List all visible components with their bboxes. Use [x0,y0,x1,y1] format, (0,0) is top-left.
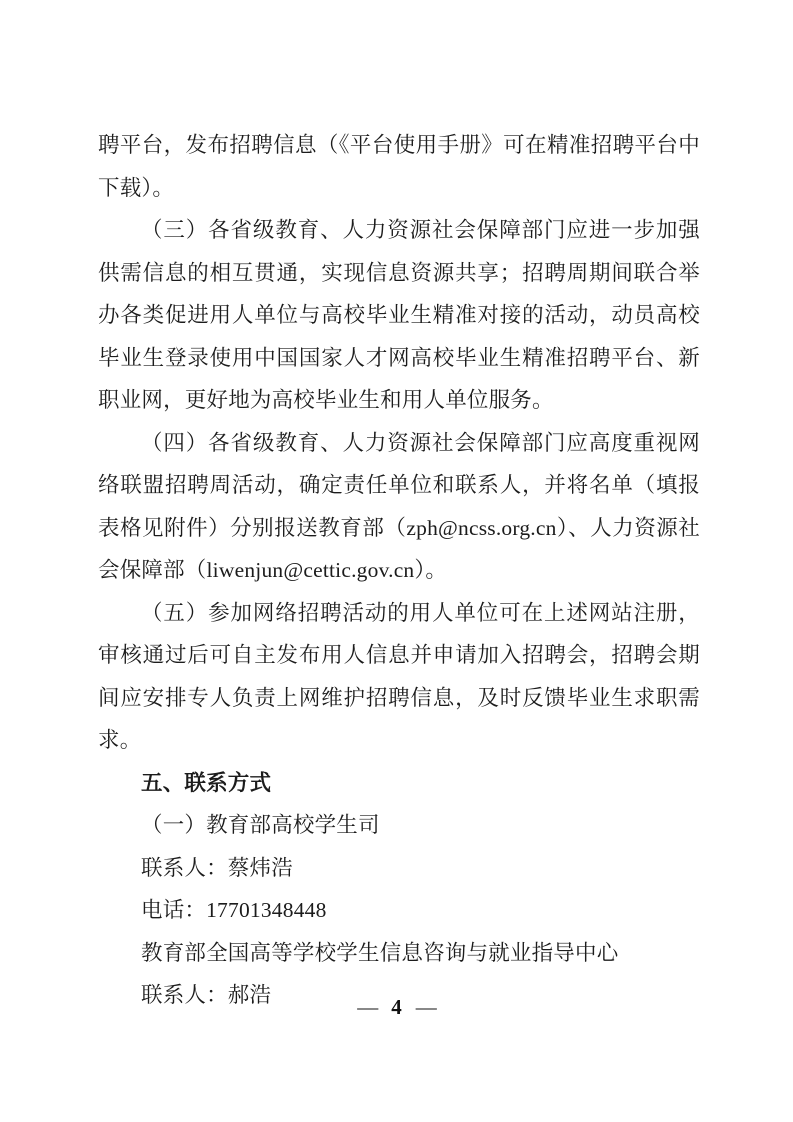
contact-org-line-2: 教育部全国高等学校学生信息咨询与就业指导中心 [141,940,619,965]
contact-phone-line: 电话：17701348448 [141,898,327,922]
contact-org-line: （一）教育部高校学生司 [141,813,380,837]
page-number-dash-right: — [415,995,436,1019]
contact-person-line: 联系人：蔡炜浩 [141,855,293,880]
page-number-value: 4 [391,995,402,1019]
contact-person-line-2: 联系人：郝浩 [141,983,272,1007]
document-body [98,124,700,1017]
paragraph-item-4: （四）各省级教育、人力资源社会保障部门应高度重视网络联盟招聘周活动，确定责任单位和联系人，并将名单（填报表格见附件）分别报送教育部（zph@ncss.org.cn）、人力资源社会保障部（liwenjun@cettic.gov.cn）。 [98,430,700,582]
paragraph-item-5: （五）参加网络招聘活动的用人单位可在上述网站注册，审核通过后可自主发布用人信息并申请加入招聘会，招聘会期间应安排专人负责上网维护招聘信息，及时反馈毕业生求职需求。 [98,600,700,752]
section-heading-contact-info: 五、联系方式 [141,770,272,795]
paragraph-item-3: （三）各省级教育、人力资源社会保障部门应进一步加强供需信息的相互贯通，实现信息资源共享；招聘周期间联合举办各类促进用人单位与高校毕业生精准对接的活动，动员高校毕业生登录使用中国国家人才网高校毕业生精准招聘平台、新职业网，更好地为高校毕业生和用人单位服务。 [98,218,700,412]
page-number-dash-left: — [357,995,378,1019]
paragraph-continuation: 聘平台，发布招聘信息（《平台使用手册》可在精准招聘平台中下载）。 [98,133,700,200]
page-number [0,995,793,1019]
